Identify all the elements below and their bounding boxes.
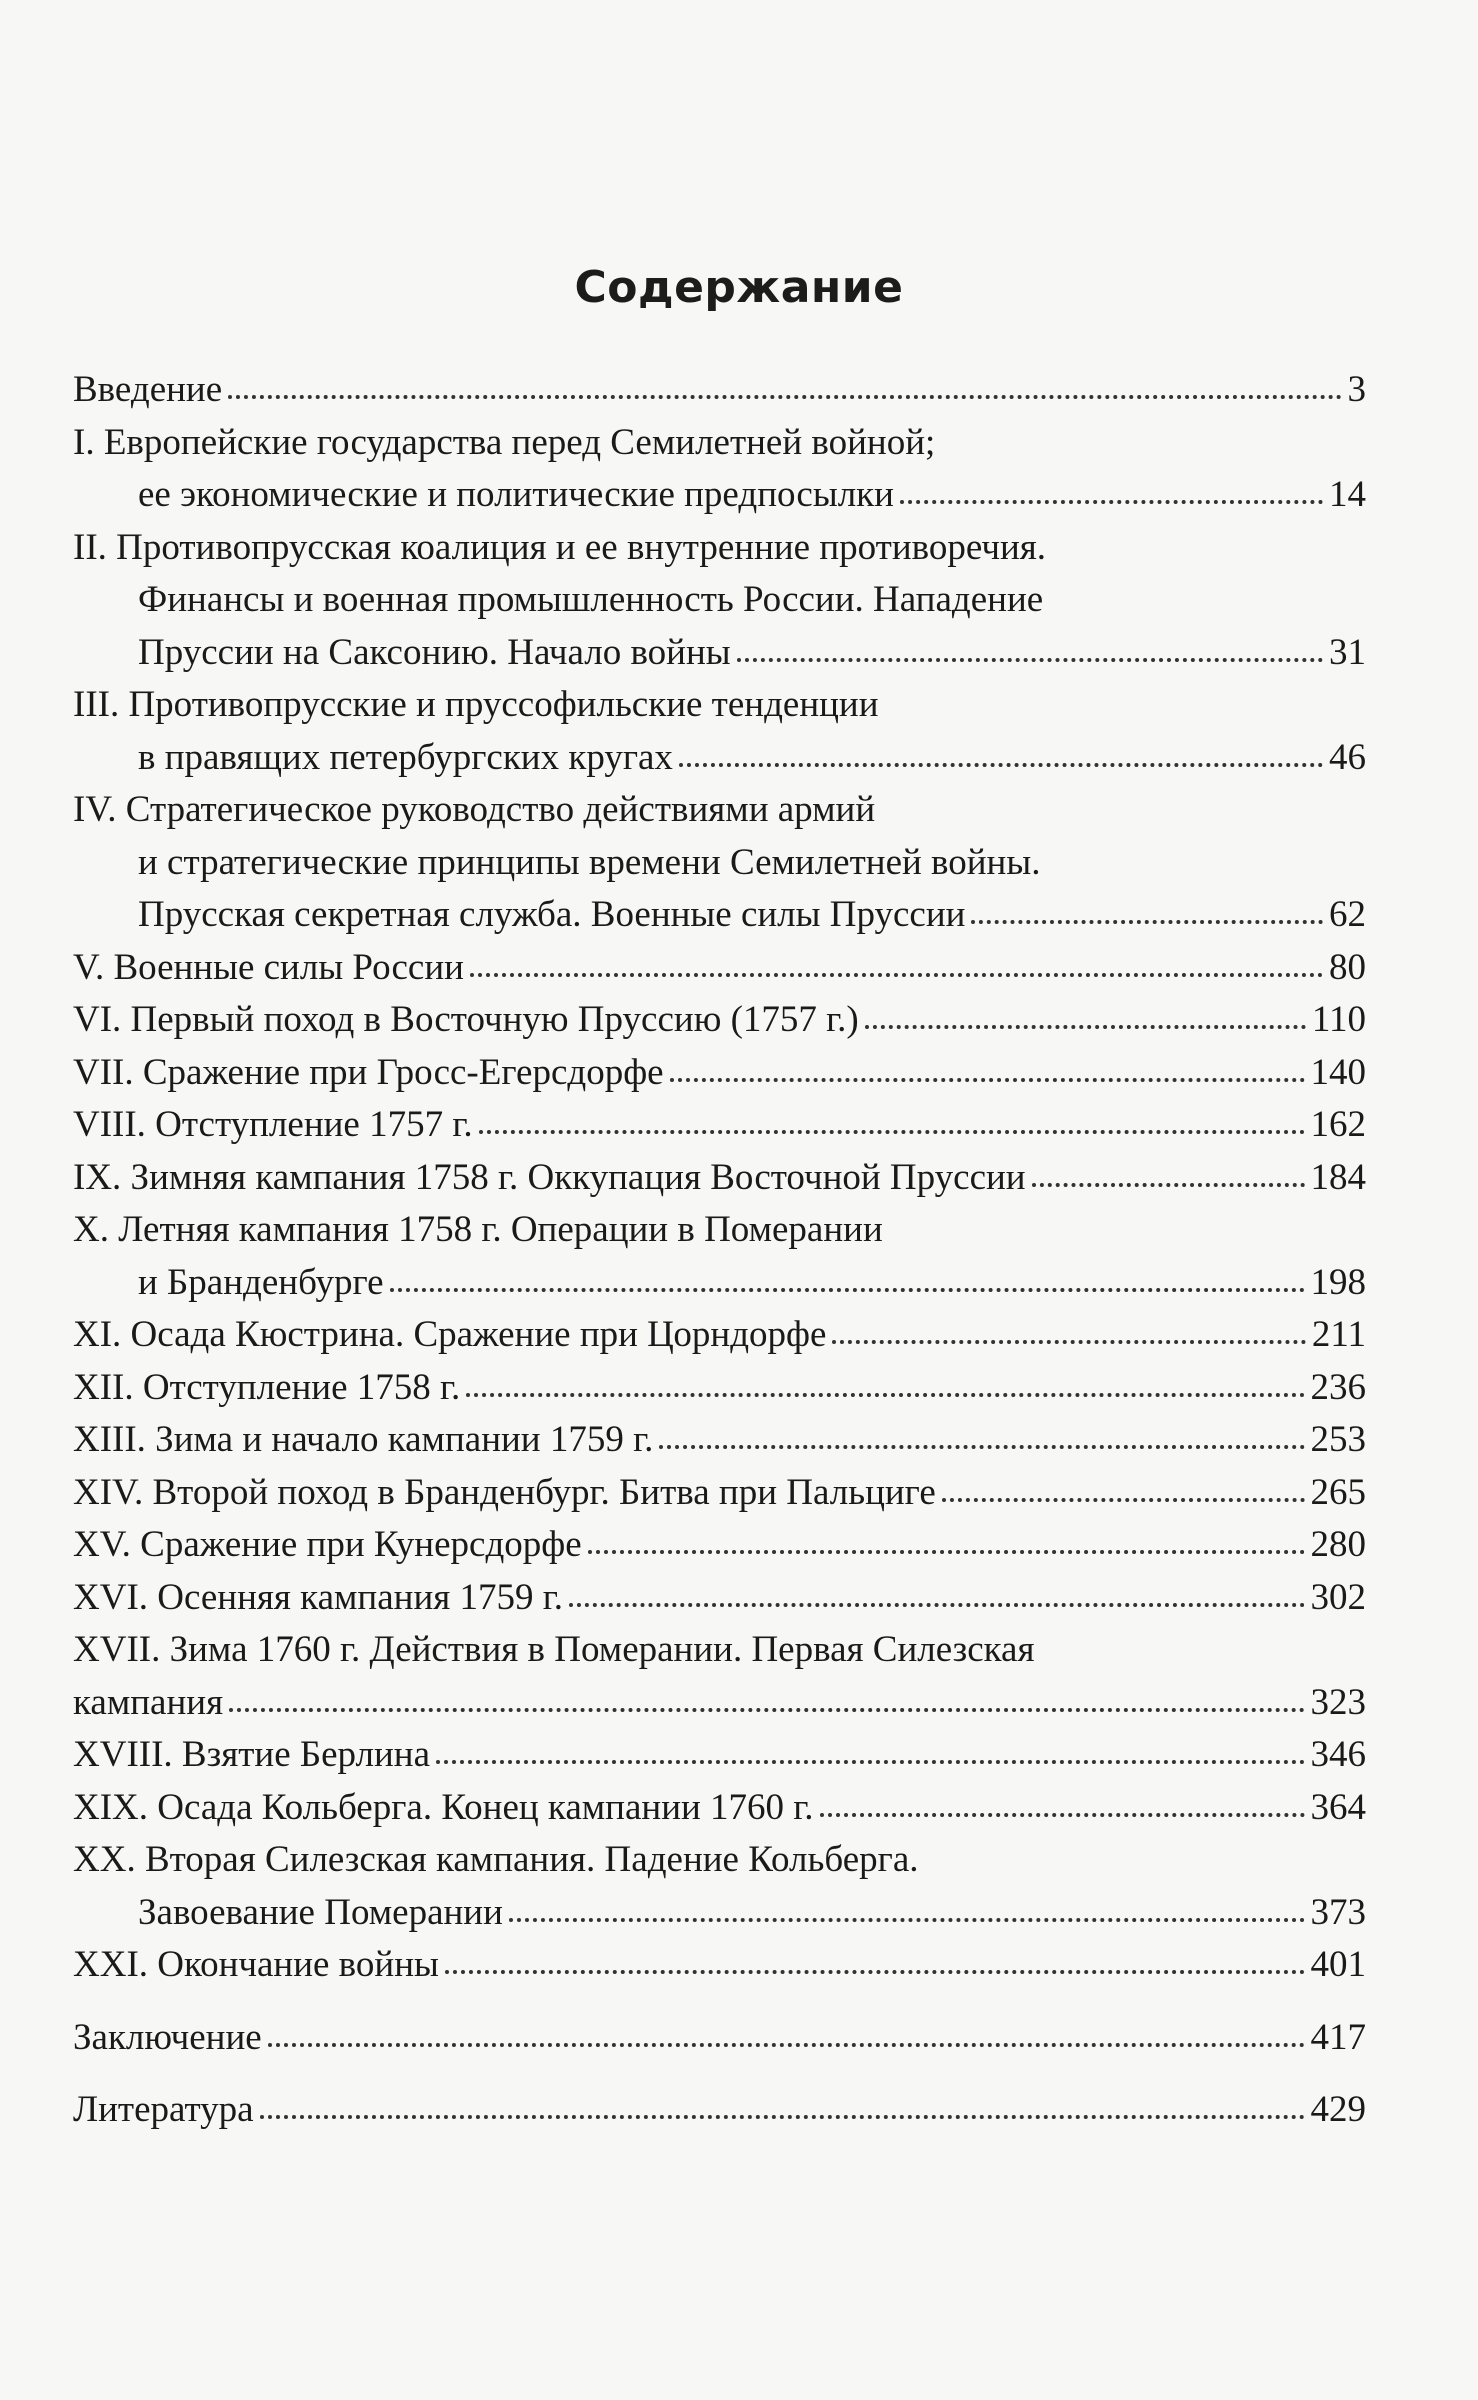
dot-leader — [865, 1024, 1306, 1029]
toc-entry — [73, 679, 1366, 784]
toc-page-number: 323 — [1310, 1681, 1366, 1723]
toc-page-number: 62 — [1329, 894, 1366, 935]
toc-entry-title: кампания — [73, 1681, 224, 1723]
toc-entry-last-line — [73, 732, 1366, 785]
toc-entry — [73, 1099, 1366, 1152]
dot-leader — [588, 1549, 1305, 1554]
toc-entry-line: Финансы и военная промышленность России. Нападение — [138, 579, 1044, 620]
toc-entry — [73, 784, 1366, 942]
toc-entry — [73, 522, 1366, 680]
toc-entry — [73, 942, 1366, 995]
toc-entry-title: IX. Зимняя кампания 1758 г. Оккупация Восточной Пруссии — [73, 1156, 1026, 1198]
toc-page-number: 3 — [1347, 369, 1366, 410]
toc-page-number: 80 — [1329, 946, 1366, 988]
toc-page-number: 364 — [1310, 1786, 1366, 1828]
section-gap — [73, 2064, 1366, 2084]
dot-leader — [436, 1759, 1304, 1764]
dot-leader — [670, 1077, 1305, 1082]
toc-entry-title: VIII. Отступление 1757 г. — [73, 1104, 473, 1145]
toc-entry-title: XIX. Осада Кольберга. Конец кампании 1760 г. — [73, 1786, 814, 1828]
toc-entry — [73, 994, 1366, 1047]
toc-entry-title: XV. Сражение при Кунерсдорфе — [73, 1524, 582, 1565]
toc-page-number: 184 — [1310, 1156, 1366, 1198]
toc-entry-line: I. Европейские государства перед Семилетней войной; — [73, 421, 936, 463]
toc-entry-title: Прусская секретная служба. Военные силы Пруссии — [138, 894, 966, 935]
toc-entry — [73, 1152, 1366, 1205]
toc-page-number: 236 — [1310, 1366, 1366, 1408]
toc-entry-last-line — [73, 1782, 1366, 1835]
toc-page-number: 429 — [1310, 2089, 1366, 2130]
toc-entry-title: и Бранденбурге — [138, 1261, 384, 1303]
toc-page-number: 31 — [1329, 631, 1366, 673]
dot-leader — [569, 1602, 1304, 1607]
toc-entry-title: XIII. Зима и начало кампании 1759 г. — [73, 1419, 654, 1460]
toc-page-number: 346 — [1310, 1734, 1366, 1775]
toc-entry — [73, 417, 1366, 522]
toc-page-number: 253 — [1310, 1419, 1366, 1460]
table-of-contents — [73, 364, 1366, 2137]
toc-entry — [73, 1939, 1366, 1992]
toc-entry-last-line — [73, 469, 1366, 522]
toc-entry-last-line — [73, 1729, 1366, 1782]
toc-entry-line: XX. Вторая Силезская кампания. Падение Кольберга. — [73, 1839, 919, 1880]
toc-entry — [73, 364, 1366, 417]
dot-leader — [229, 1707, 1304, 1712]
toc-entry-last-line — [73, 1257, 1366, 1310]
toc-entry-title: XII. Отступление 1758 г. — [73, 1366, 461, 1408]
toc-entry — [73, 1204, 1366, 1309]
toc-entry-last-line — [73, 1152, 1366, 1205]
toc-entry — [73, 1047, 1366, 1100]
toc-page-number: 162 — [1310, 1104, 1366, 1145]
toc-entry-line: II. Противопрусская коалиция и ее внутренние противоречия. — [73, 526, 1047, 568]
toc-entry-title: VI. Первый поход в Восточную Пруссию (1757 г.) — [73, 999, 859, 1040]
toc-page-number: 373 — [1310, 1891, 1366, 1933]
toc-entry-title: VII. Сражение при Гросс-Егерсдорфе — [73, 1051, 664, 1093]
toc-page-number: 401 — [1310, 1944, 1366, 1985]
toc-page-number: 265 — [1310, 1471, 1366, 1513]
toc-page-number: 211 — [1311, 1314, 1366, 1355]
toc-entry-title: XI. Осада Кюстрина. Сражение при Цорндорфе — [73, 1314, 827, 1355]
toc-entry — [73, 1729, 1366, 1782]
toc-entry-title: Завоевание Померании — [138, 1891, 503, 1933]
toc-entry-last-line — [73, 1309, 1366, 1362]
toc-entry-line: и стратегические принципы времени Семилетней войны. — [138, 841, 1041, 883]
toc-entry — [73, 1782, 1366, 1835]
toc-entry-title: Пруссии на Саксонию. Начало войны — [138, 631, 731, 673]
dot-leader — [466, 1392, 1304, 1397]
dot-leader — [470, 972, 1323, 977]
dot-leader — [228, 394, 1341, 399]
toc-entry-last-line — [73, 364, 1366, 417]
toc-entry-last-line — [73, 889, 1366, 942]
toc-entry-last-line — [73, 1572, 1366, 1625]
toc-page-number: 46 — [1329, 736, 1366, 778]
toc-entry-line: X. Летняя кампания 1758 г. Операции в Померании — [73, 1209, 883, 1250]
toc-entry-title: V. Военные силы России — [73, 946, 464, 988]
toc-entry-title: ее экономические и политические предпосылки — [138, 474, 894, 515]
toc-entry-line: XVII. Зима 1760 г. Действия в Померании. Первая Силезская — [73, 1629, 1035, 1670]
toc-entry — [73, 1309, 1366, 1362]
toc-page-number: 417 — [1310, 2016, 1366, 2058]
dot-leader — [900, 499, 1323, 504]
dot-leader — [1032, 1182, 1305, 1187]
dot-leader — [737, 657, 1323, 662]
toc-entry-title: XVIII. Взятие Берлина — [73, 1734, 431, 1775]
toc-entry-line: III. Противопрусские и пруссофильские тенденции — [73, 684, 879, 725]
toc-entry-last-line — [73, 1047, 1366, 1100]
toc-page-number: 302 — [1310, 1576, 1366, 1618]
section-gap — [73, 1992, 1366, 2012]
dot-leader — [820, 1812, 1305, 1817]
toc-entry-last-line — [73, 2084, 1366, 2137]
toc-entry-last-line — [73, 1887, 1366, 1940]
toc-entry — [73, 2084, 1366, 2137]
dot-leader — [479, 1129, 1305, 1134]
toc-entry-title: Введение — [73, 369, 223, 410]
toc-entry — [73, 1624, 1366, 1729]
toc-entry-title: в правящих петербургских кругах — [138, 736, 673, 778]
dot-leader — [679, 762, 1323, 767]
toc-entry-title: Литература — [73, 2089, 254, 2130]
page-title: Содержание — [574, 262, 904, 313]
dot-leader — [445, 1969, 1305, 1974]
toc-entry — [73, 1414, 1366, 1467]
toc-entry-title: XXI. Окончание войны — [73, 1944, 439, 1985]
toc-page-number: 110 — [1311, 999, 1366, 1040]
toc-page-number: 140 — [1310, 1051, 1366, 1093]
dot-leader — [509, 1917, 1305, 1922]
toc-entry — [73, 1362, 1366, 1415]
toc-entry — [73, 1834, 1366, 1939]
dot-leader — [390, 1287, 1305, 1292]
toc-entry-last-line — [73, 2012, 1366, 2065]
dot-leader — [659, 1444, 1304, 1449]
toc-entry — [73, 1572, 1366, 1625]
toc-entry-title: Заключение — [73, 2016, 262, 2058]
toc-entry-last-line — [73, 1362, 1366, 1415]
dot-leader — [971, 919, 1323, 924]
dot-leader — [260, 2114, 1305, 2119]
toc-page-number: 280 — [1310, 1524, 1366, 1565]
toc-entry-last-line — [73, 1467, 1366, 1520]
toc-entry-last-line — [73, 1939, 1366, 1992]
toc-page-number: 198 — [1310, 1261, 1366, 1303]
toc-entry-title: XIV. Второй поход в Бранденбург. Битва при Пальциге — [73, 1471, 936, 1513]
toc-entry-last-line — [73, 1099, 1366, 1152]
toc-entry — [73, 2012, 1366, 2065]
toc-entry-last-line — [73, 1414, 1366, 1467]
toc-entry-last-line — [73, 994, 1366, 1047]
toc-entry — [73, 1519, 1366, 1572]
toc-entry-last-line — [73, 942, 1366, 995]
toc-entry-last-line — [73, 1677, 1366, 1730]
dot-leader — [832, 1339, 1305, 1344]
toc-entry-last-line — [73, 1519, 1366, 1572]
toc-entry — [73, 1467, 1366, 1520]
toc-entry-line: IV. Стратегическое руководство действиями армий — [73, 789, 876, 830]
toc-entry-last-line — [73, 627, 1366, 680]
dot-leader — [942, 1497, 1305, 1502]
toc-page-number: 14 — [1329, 474, 1366, 515]
dot-leader — [268, 2042, 1305, 2047]
toc-entry-title: XVI. Осенняя кампания 1759 г. — [73, 1576, 564, 1618]
